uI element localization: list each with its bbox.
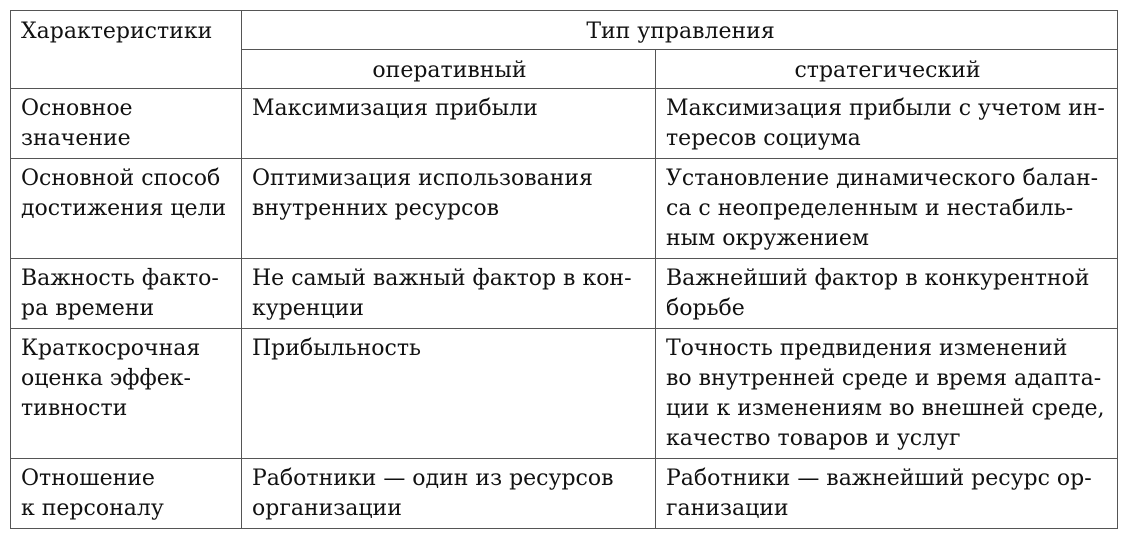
cell-text-line: Прибыльность — [252, 336, 422, 361]
cell-text-line: Не самый важный фактор в кон- — [252, 266, 632, 291]
cell-text-line: тересов социума — [666, 126, 861, 151]
row-label-cell — [11, 329, 242, 459]
row-label-cell — [11, 159, 242, 259]
table-row — [11, 459, 1118, 529]
cell-text-line: Максимизация прибыли с учетом ин- — [666, 96, 1105, 121]
row-label-cell — [11, 459, 242, 529]
header-operational: оперативный — [242, 50, 656, 89]
cell-text-line: внутренних ресурсов — [252, 196, 500, 221]
cell-text-line: во внутренней среде и время адапта- — [666, 366, 1102, 391]
table-row — [11, 89, 1118, 159]
header-strategic: стратегический — [656, 50, 1118, 89]
strategic-cell — [656, 329, 1118, 459]
cell-text-line: Работники — важнейший ресурс ор- — [666, 466, 1092, 491]
operational-cell — [242, 459, 656, 529]
cell-text-line: ганизации — [666, 496, 789, 521]
strategic-cell — [656, 159, 1118, 259]
cell-text-line: оценка эффек- — [21, 366, 191, 391]
cell-text-line: са с неопределенным и нестабиль- — [666, 196, 1074, 221]
table-body — [11, 89, 1118, 529]
operational-cell — [242, 329, 656, 459]
cell-text-line: к персоналу — [21, 496, 164, 521]
cell-text-line: Работники — один из ресурсов — [252, 466, 614, 491]
cell-text-line: ра времени — [21, 296, 155, 321]
cell-text-line: Установление динамического балан- — [666, 166, 1099, 191]
cell-text-line: Максимизация прибыли — [252, 96, 538, 121]
management-comparison-table — [10, 10, 1118, 529]
cell-text-line: Краткосрочная — [21, 336, 201, 361]
cell-text-line: значение — [21, 126, 131, 151]
cell-text-line: Оптимизация использования — [252, 166, 593, 191]
cell-text-line: Основное — [21, 96, 133, 121]
header-management-type: Тип управления — [242, 11, 1118, 50]
cell-text-line: Отношение — [21, 466, 155, 491]
strategic-cell — [656, 89, 1118, 159]
table-row — [11, 259, 1118, 329]
operational-cell — [242, 89, 656, 159]
table-row — [11, 159, 1118, 259]
cell-text-line: куренции — [252, 296, 364, 321]
header-row-top — [11, 11, 1118, 50]
operational-cell — [242, 259, 656, 329]
cell-text-line: Точность предвидения изменений — [666, 336, 1068, 361]
cell-text-line: тивности — [21, 396, 128, 421]
strategic-cell — [656, 259, 1118, 329]
cell-text-line: Основной способ — [21, 166, 221, 191]
header-characteristics: Характеристики — [11, 11, 242, 89]
cell-text-line: борьбе — [666, 296, 745, 321]
cell-text-line: ным окружением — [666, 226, 870, 251]
cell-text-line: ции к изменениям во внешней среде, — [666, 396, 1105, 421]
cell-text-line: качество товаров и услуг — [666, 426, 961, 451]
strategic-cell — [656, 459, 1118, 529]
row-label-cell — [11, 259, 242, 329]
cell-text-line: организации — [252, 496, 402, 521]
cell-text-line: Важность факто- — [21, 266, 219, 291]
row-label-cell — [11, 89, 242, 159]
cell-text-line: достижения цели — [21, 196, 227, 221]
operational-cell — [242, 159, 656, 259]
cell-text-line: Важнейший фактор в конкурентной — [666, 266, 1090, 291]
table-row — [11, 329, 1118, 459]
